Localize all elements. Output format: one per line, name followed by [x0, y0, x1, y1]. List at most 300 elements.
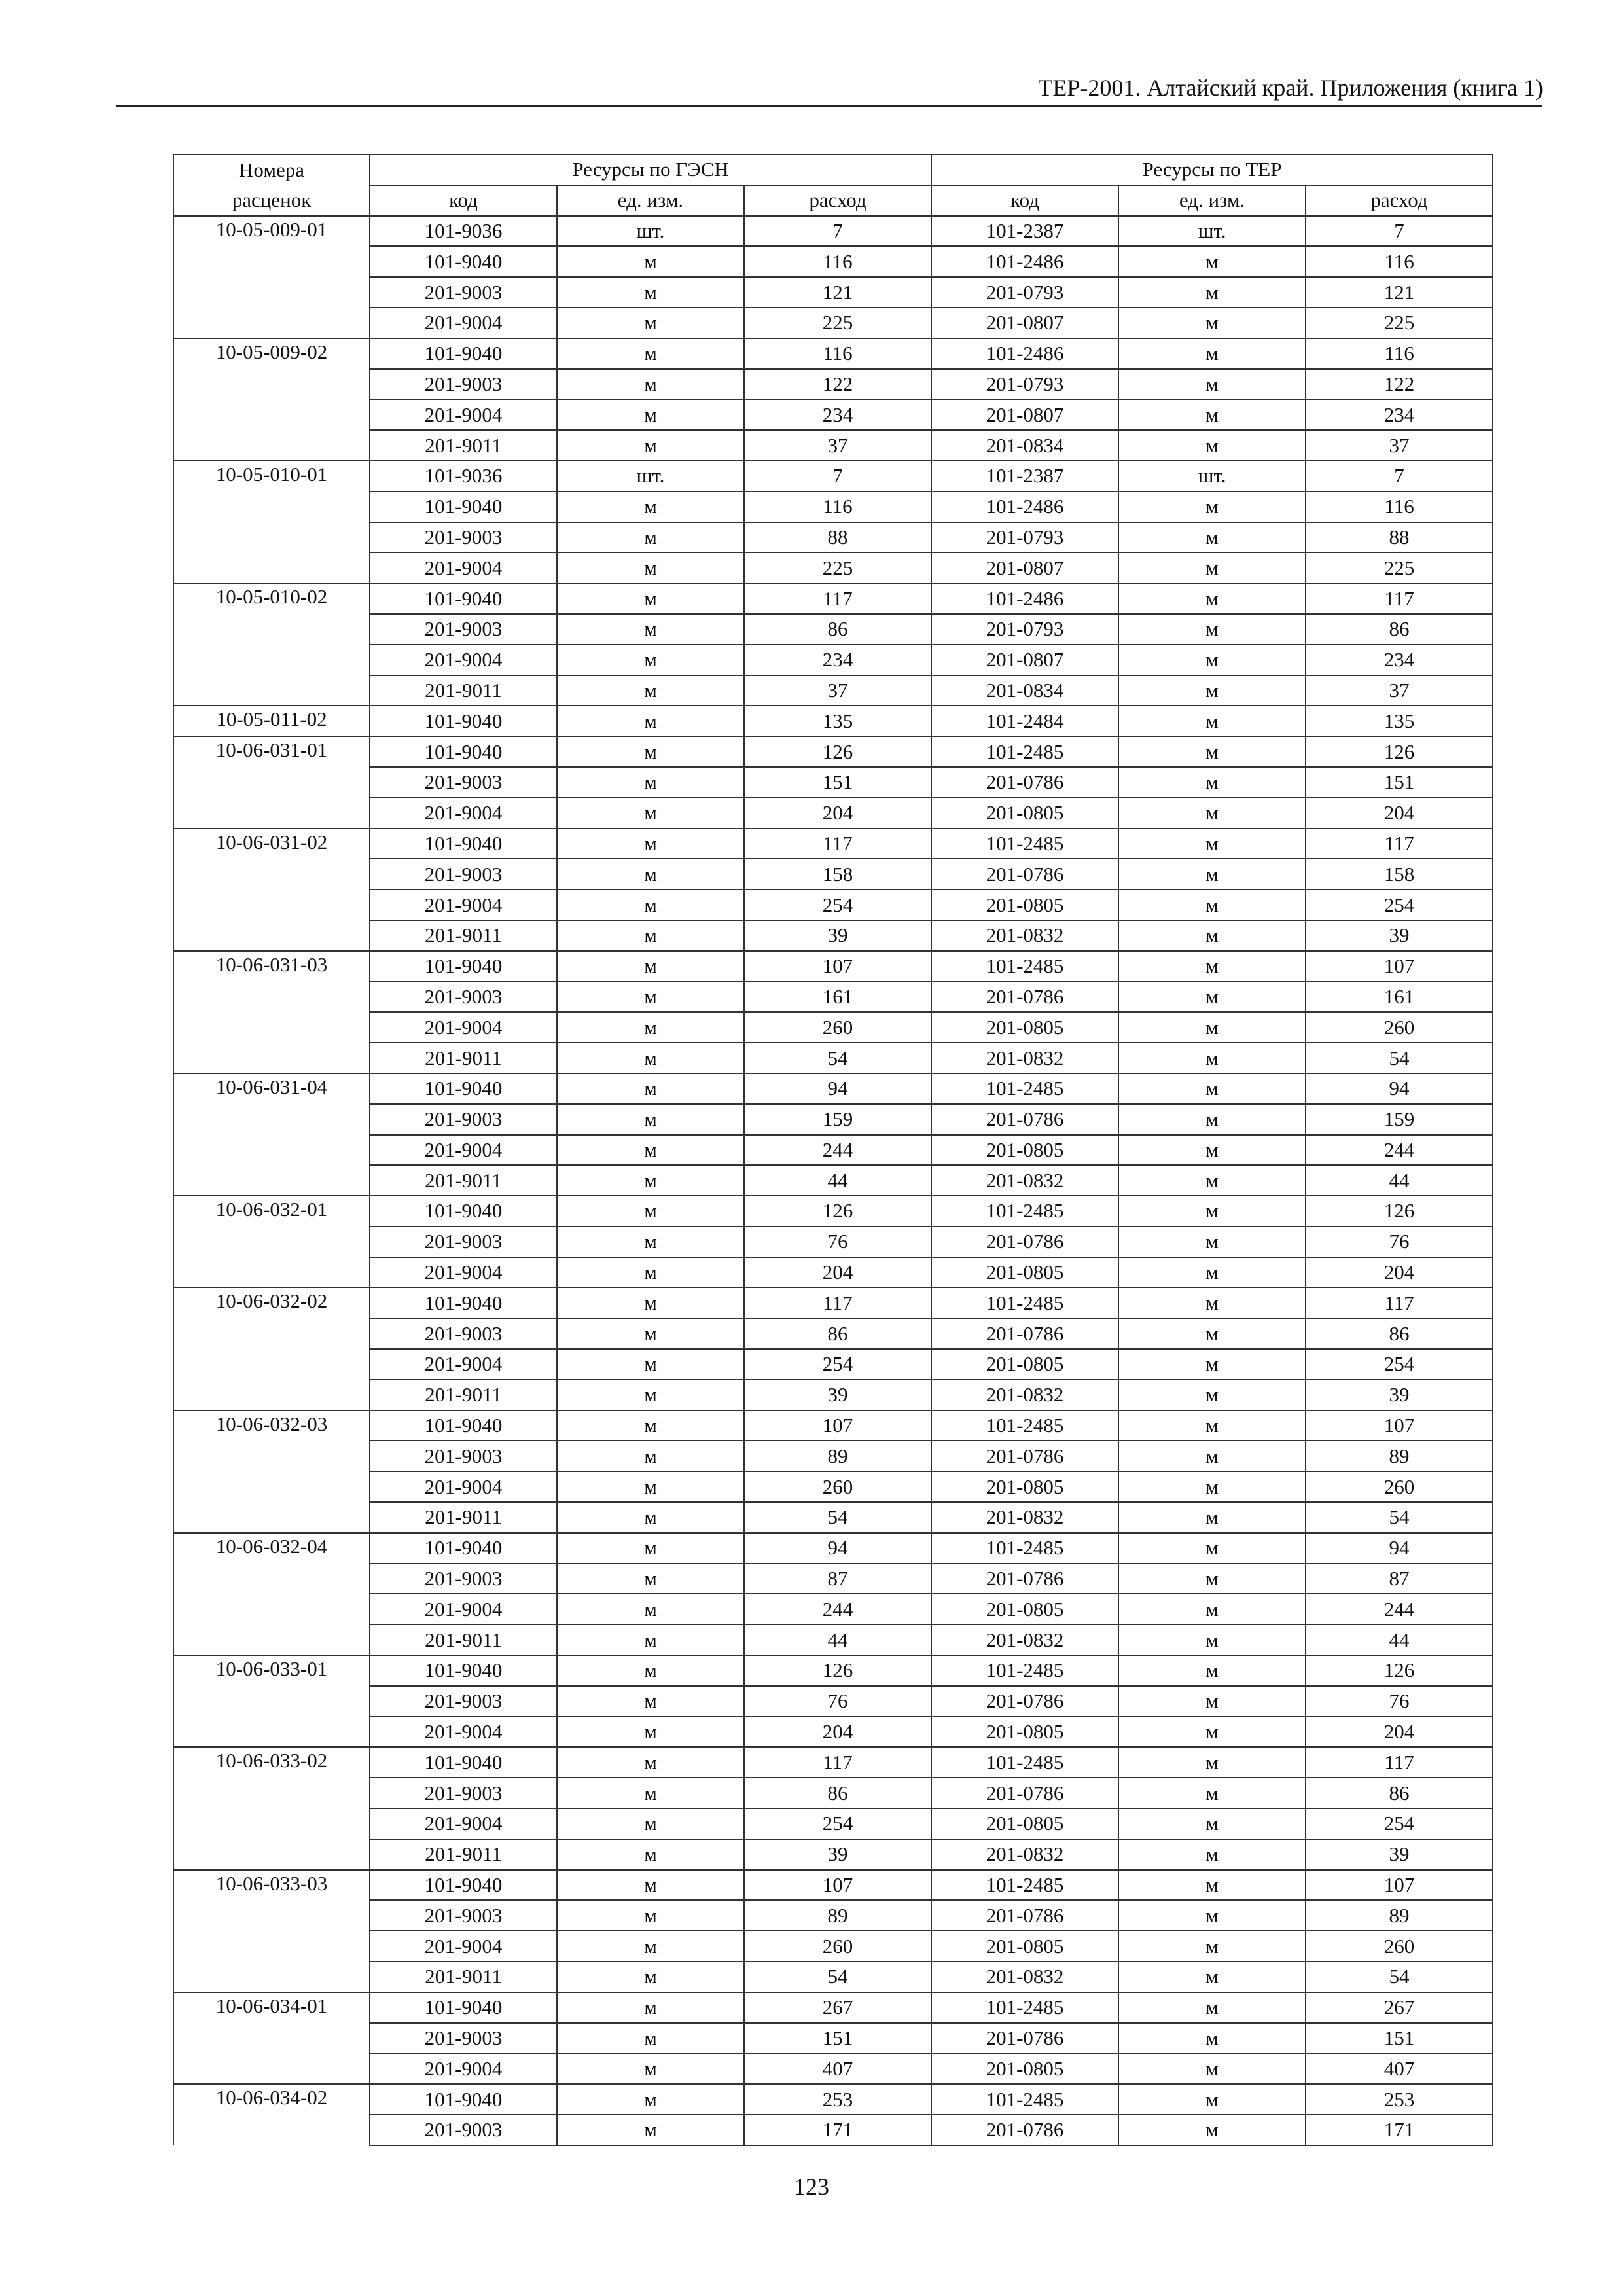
rate-number-cell-empty: [173, 1686, 370, 1717]
rate-number-cell-empty: [173, 1318, 370, 1349]
gesn-code-cell: 101-9040: [370, 2084, 557, 2115]
ter-unit-cell: м: [1118, 1502, 1306, 1533]
rate-number-cell: 10-06-034-01: [173, 1992, 370, 2023]
gesn-consumption-cell: 37: [744, 675, 931, 706]
gesn-code-cell: 201-9003: [370, 859, 557, 889]
ter-code-cell: 101-2387: [931, 461, 1118, 492]
ter-consumption-cell: 159: [1306, 1104, 1493, 1135]
ter-consumption-cell: 89: [1306, 1441, 1493, 1471]
gesn-unit-cell: м: [557, 767, 744, 798]
ter-code-cell: 101-2485: [931, 1747, 1118, 1778]
gesn-code-cell: 201-9004: [370, 798, 557, 829]
ter-consumption-cell: 7: [1306, 461, 1493, 492]
gesn-unit-cell: м: [557, 1594, 744, 1624]
gesn-unit-cell: м: [557, 829, 744, 859]
rate-number-cell-empty: [173, 1349, 370, 1380]
rate-number-cell-empty: [173, 675, 370, 706]
gesn-unit-cell: м: [557, 951, 744, 982]
gesn-unit-cell: м: [557, 399, 744, 430]
table-row: [173, 1073, 1493, 1104]
ter-code-cell: 201-0786: [931, 1564, 1118, 1594]
rate-number-cell-empty: [173, 430, 370, 461]
gesn-unit-cell: м: [557, 430, 744, 461]
ter-unit-cell: м: [1118, 338, 1306, 369]
ter-consumption-cell: 260: [1306, 1471, 1493, 1502]
table-head: [173, 154, 1493, 216]
ter-unit-cell: м: [1118, 1441, 1306, 1471]
ter-unit-cell: м: [1118, 246, 1306, 277]
ter-consumption-cell: 267: [1306, 1992, 1493, 2023]
gesn-unit-cell: м: [557, 583, 744, 614]
ter-consumption-cell: 151: [1306, 2023, 1493, 2054]
table-row: [173, 461, 1493, 492]
rate-number-cell-empty: [173, 246, 370, 277]
gesn-consumption-cell: 260: [744, 1012, 931, 1043]
ter-unit-cell: м: [1118, 645, 1306, 675]
ter-unit-cell: м: [1118, 1104, 1306, 1135]
ter-consumption-cell: 94: [1306, 1533, 1493, 1564]
ter-consumption-cell: 234: [1306, 399, 1493, 430]
gesn-unit-cell: м: [557, 1533, 744, 1564]
ter-unit-cell: м: [1118, 277, 1306, 308]
gesn-code-cell: 101-9040: [370, 736, 557, 767]
rate-number-cell-empty: [173, 1135, 370, 1166]
gesn-unit-cell: м: [557, 1227, 744, 1257]
gesn-unit-cell: м: [557, 1043, 744, 1073]
gesn-unit-cell: м: [557, 1410, 744, 1441]
rate-number-cell-empty: [173, 1931, 370, 1962]
gesn-code-cell: 201-9011: [370, 1624, 557, 1655]
gesn-consumption-cell: 204: [744, 1717, 931, 1748]
ter-consumption-cell: 254: [1306, 1349, 1493, 1380]
gesn-consumption-cell: 7: [744, 216, 931, 247]
gesn-consumption-cell: 244: [744, 1135, 931, 1166]
gesn-unit-cell: м: [557, 1624, 744, 1655]
gesn-code-cell: 101-9040: [370, 951, 557, 982]
rate-number-cell-empty: [173, 767, 370, 798]
table-row: [173, 338, 1493, 369]
gesn-unit-cell: м: [557, 1471, 744, 1502]
gesn-code-cell: 101-9040: [370, 1287, 557, 1318]
gesn-unit-cell: м: [557, 369, 744, 400]
ter-code-cell: 201-0786: [931, 1104, 1118, 1135]
gesn-code-cell: 201-9004: [370, 552, 557, 583]
gesn-consumption-cell: 107: [744, 1410, 931, 1441]
ter-unit-cell: м: [1118, 675, 1306, 706]
rate-number-cell: 10-06-032-01: [173, 1196, 370, 1227]
table-row: [173, 675, 1493, 706]
table-row: [173, 1502, 1493, 1533]
gesn-unit-cell: м: [557, 308, 744, 338]
gesn-consumption-cell: 122: [744, 369, 931, 400]
ter-code-cell: 101-2485: [931, 951, 1118, 982]
ter-unit-cell: м: [1118, 736, 1306, 767]
ter-consumption-cell: 126: [1306, 736, 1493, 767]
gesn-consumption-cell: 260: [744, 1931, 931, 1962]
gesn-unit-cell: м: [557, 1931, 744, 1962]
table-row: [173, 1533, 1493, 1564]
gesn-unit-cell: м: [557, 736, 744, 767]
gesn-unit-cell: м: [557, 552, 744, 583]
gesn-consumption-cell: 44: [744, 1624, 931, 1655]
ter-unit-cell: м: [1118, 1349, 1306, 1380]
gesn-unit-cell: м: [557, 1104, 744, 1135]
gesn-unit-cell: м: [557, 1165, 744, 1196]
rate-number-cell-empty: [173, 1594, 370, 1624]
ter-code-cell: 101-2485: [931, 2084, 1118, 2115]
gesn-consumption-header: расход: [744, 185, 931, 216]
table-row: [173, 1931, 1493, 1962]
gesn-code-cell: 101-9040: [370, 706, 557, 736]
table-row: [173, 859, 1493, 889]
ter-unit-cell: м: [1118, 1043, 1306, 1073]
ter-consumption-cell: 254: [1306, 1808, 1493, 1839]
gesn-unit-cell: м: [557, 1012, 744, 1043]
table-row: [173, 1012, 1493, 1043]
gesn-code-cell: 201-9003: [370, 982, 557, 1013]
ter-consumption-cell: 234: [1306, 645, 1493, 675]
gesn-code-cell: 101-9040: [370, 246, 557, 277]
gesn-code-cell: 201-9004: [370, 1931, 557, 1962]
gesn-consumption-cell: 126: [744, 736, 931, 767]
ter-code-cell: 201-0807: [931, 645, 1118, 675]
gesn-code-cell: 201-9003: [370, 1441, 557, 1471]
ter-consumption-cell: 39: [1306, 1380, 1493, 1410]
table-row: [173, 1778, 1493, 1808]
ter-code-cell: 101-2485: [931, 1870, 1118, 1901]
gesn-code-cell: 201-9004: [370, 645, 557, 675]
gesn-consumption-cell: 116: [744, 338, 931, 369]
rate-number-cell: 10-06-031-01: [173, 736, 370, 767]
ter-consumption-cell: 86: [1306, 614, 1493, 645]
gesn-code-cell: 201-9004: [370, 1012, 557, 1043]
gesn-code-cell: 201-9003: [370, 614, 557, 645]
rate-number-cell: 10-05-009-01: [173, 216, 370, 247]
gesn-code-cell: 201-9004: [370, 889, 557, 920]
gesn-unit-cell: м: [557, 1870, 744, 1901]
gesn-code-cell: 201-9003: [370, 1227, 557, 1257]
gesn-code-cell: 201-9011: [370, 1380, 557, 1410]
table-row: [173, 583, 1493, 614]
ter-consumption-cell: 94: [1306, 1073, 1493, 1104]
ter-code-cell: 201-0834: [931, 430, 1118, 461]
ter-code-cell: 101-2485: [931, 1410, 1118, 1441]
ter-consumption-cell: 117: [1306, 1287, 1493, 1318]
gesn-code-cell: 201-9004: [370, 1594, 557, 1624]
rate-number-cell: 10-05-010-01: [173, 461, 370, 492]
ter-code-cell: 201-0832: [931, 920, 1118, 951]
ter-code-cell: 101-2486: [931, 338, 1118, 369]
resource-table-container: [173, 154, 1492, 2146]
table-row: [173, 1992, 1493, 2023]
ter-unit-cell: м: [1118, 1410, 1306, 1441]
gesn-consumption-cell: 107: [744, 951, 931, 982]
gesn-unit-cell: м: [557, 1900, 744, 1931]
ter-unit-cell: м: [1118, 1287, 1306, 1318]
ter-unit-cell: м: [1118, 1196, 1306, 1227]
gesn-code-cell: 101-9040: [370, 492, 557, 522]
ter-code-cell: 201-0805: [931, 1471, 1118, 1502]
gesn-consumption-cell: 407: [744, 2053, 931, 2084]
ter-unit-cell: м: [1118, 492, 1306, 522]
gesn-code-cell: 201-9003: [370, 1900, 557, 1931]
rate-number-cell: 10-06-033-03: [173, 1870, 370, 1901]
ter-unit-cell: м: [1118, 1686, 1306, 1717]
table-row: [173, 920, 1493, 951]
ter-unit-cell: м: [1118, 1533, 1306, 1564]
gesn-consumption-cell: 54: [744, 1962, 931, 1992]
resource-table: [173, 154, 1493, 2146]
ter-consumption-cell: 54: [1306, 1043, 1493, 1073]
gesn-consumption-cell: 117: [744, 1287, 931, 1318]
ter-consumption-cell: 76: [1306, 1227, 1493, 1257]
gesn-consumption-cell: 76: [744, 1686, 931, 1717]
gesn-consumption-cell: 116: [744, 246, 931, 277]
table-row: [173, 1410, 1493, 1441]
table-row: [173, 1165, 1493, 1196]
rate-number-cell: 10-05-010-02: [173, 583, 370, 614]
gesn-consumption-cell: 89: [744, 1900, 931, 1931]
table-row: [173, 1655, 1493, 1686]
gesn-code-cell: 201-9011: [370, 1962, 557, 1992]
rate-number-cell-empty: [173, 1962, 370, 1992]
ter-consumption-cell: 39: [1306, 1839, 1493, 1870]
ter-unit-cell: м: [1118, 982, 1306, 1013]
ter-code-cell: 201-0832: [931, 1165, 1118, 1196]
ter-consumption-header: расход: [1306, 185, 1493, 216]
gesn-consumption-cell: 151: [744, 2023, 931, 2054]
rate-number-cell-empty: [173, 1900, 370, 1931]
gesn-code-cell: 201-9011: [370, 1502, 557, 1533]
gesn-code-cell: 201-9004: [370, 1471, 557, 1502]
rate-number-cell-empty: [173, 1471, 370, 1502]
table-row: [173, 1441, 1493, 1471]
table-row: [173, 1318, 1493, 1349]
gesn-consumption-cell: 254: [744, 889, 931, 920]
ter-unit-cell: м: [1118, 369, 1306, 400]
rate-number-cell: 10-06-031-03: [173, 951, 370, 982]
ter-unit-cell: м: [1118, 767, 1306, 798]
gesn-consumption-cell: 86: [744, 1778, 931, 1808]
ter-consumption-cell: 204: [1306, 1257, 1493, 1288]
ter-code-cell: 201-0786: [931, 767, 1118, 798]
rate-number-cell-empty: [173, 1839, 370, 1870]
gesn-unit-cell: м: [557, 675, 744, 706]
ter-unit-cell: м: [1118, 1165, 1306, 1196]
rate-number-cell: 10-06-033-02: [173, 1747, 370, 1778]
table-row: [173, 1624, 1493, 1655]
ter-code-cell: 201-0832: [931, 1962, 1118, 1992]
gesn-consumption-cell: 94: [744, 1073, 931, 1104]
table-row: [173, 246, 1493, 277]
table-row: [173, 1257, 1493, 1288]
ter-unit-cell: м: [1118, 522, 1306, 553]
table-row: [173, 1135, 1493, 1166]
rate-number-cell-empty: [173, 492, 370, 522]
ter-unit-cell: м: [1118, 920, 1306, 951]
rate-number-cell-empty: [173, 1441, 370, 1471]
rate-number-cell: 10-05-009-02: [173, 338, 370, 369]
ter-code-cell: 201-0793: [931, 614, 1118, 645]
ter-unit-cell: м: [1118, 1962, 1306, 1992]
gesn-unit-cell: м: [557, 2053, 744, 2084]
gesn-code-cell: 201-9004: [370, 1257, 557, 1288]
gesn-resources-header: Ресурсы по ГЭСН: [370, 154, 931, 185]
gesn-code-cell: 201-9011: [370, 1043, 557, 1073]
rate-number-cell-empty: [173, 982, 370, 1013]
ter-unit-cell: м: [1118, 1870, 1306, 1901]
table-row: [173, 2084, 1493, 2115]
ter-consumption-cell: 44: [1306, 1165, 1493, 1196]
ter-code-cell: 201-0805: [931, 2053, 1118, 2084]
ter-code-cell: 201-0805: [931, 889, 1118, 920]
ter-consumption-cell: 151: [1306, 767, 1493, 798]
gesn-consumption-cell: 225: [744, 552, 931, 583]
gesn-unit-cell: м: [557, 1717, 744, 1748]
ter-code-cell: 101-2485: [931, 1073, 1118, 1104]
table-row: [173, 982, 1493, 1013]
table-row: [173, 1839, 1493, 1870]
ter-consumption-cell: 116: [1306, 492, 1493, 522]
gesn-code-cell: 101-9040: [370, 1870, 557, 1901]
ter-unit-cell: м: [1118, 1778, 1306, 1808]
ter-consumption-cell: 76: [1306, 1686, 1493, 1717]
ter-code-cell: 201-0786: [931, 1227, 1118, 1257]
gesn-unit-cell: шт.: [557, 461, 744, 492]
table-row: [173, 1227, 1493, 1257]
ter-code-cell: 201-0807: [931, 552, 1118, 583]
gesn-consumption-cell: 234: [744, 645, 931, 675]
ter-code-cell: 201-0805: [931, 1594, 1118, 1624]
gesn-unit-cell: м: [557, 1135, 744, 1166]
gesn-unit-cell: м: [557, 798, 744, 829]
gesn-unit-cell: м: [557, 1655, 744, 1686]
gesn-code-cell: 101-9040: [370, 1410, 557, 1441]
table-row: [173, 308, 1493, 338]
ter-code-cell: 101-2486: [931, 246, 1118, 277]
gesn-unit-cell: м: [557, 1196, 744, 1227]
gesn-unit-cell: м: [557, 1073, 744, 1104]
ter-unit-cell: м: [1118, 1012, 1306, 1043]
gesn-unit-cell: м: [557, 1441, 744, 1471]
ter-consumption-cell: 253: [1306, 2084, 1493, 2115]
ter-consumption-cell: 89: [1306, 1900, 1493, 1931]
gesn-consumption-cell: 135: [744, 706, 931, 736]
ter-consumption-cell: 107: [1306, 951, 1493, 982]
table-row: [173, 1287, 1493, 1318]
ter-code-cell: 201-0832: [931, 1380, 1118, 1410]
ter-code-cell: 201-0832: [931, 1839, 1118, 1870]
rate-number-cell-empty: [173, 1778, 370, 1808]
gesn-consumption-cell: 89: [744, 1441, 931, 1471]
rate-number-cell-empty: [173, 1624, 370, 1655]
gesn-unit-cell: м: [557, 1564, 744, 1594]
ter-code-cell: 201-0793: [931, 277, 1118, 308]
gesn-consumption-cell: 107: [744, 1870, 931, 1901]
rates-header-line1: Номера: [173, 154, 370, 185]
head-row-1: [173, 154, 1493, 185]
gesn-code-cell: 201-9003: [370, 1686, 557, 1717]
gesn-consumption-cell: 7: [744, 461, 931, 492]
gesn-consumption-cell: 116: [744, 492, 931, 522]
gesn-consumption-cell: 87: [744, 1564, 931, 1594]
gesn-consumption-cell: 234: [744, 399, 931, 430]
gesn-unit-cell: м: [557, 2084, 744, 2115]
gesn-code-cell: 201-9004: [370, 1135, 557, 1166]
rate-number-cell-empty: [173, 2023, 370, 2054]
gesn-unit-cell: м: [557, 1808, 744, 1839]
table-row: [173, 614, 1493, 645]
gesn-unit-cell: м: [557, 1778, 744, 1808]
gesn-code-cell: 201-9003: [370, 1318, 557, 1349]
gesn-code-cell: 201-9004: [370, 1717, 557, 1748]
gesn-unit-cell: м: [557, 246, 744, 277]
ter-unit-cell: м: [1118, 1073, 1306, 1104]
ter-code-cell: 201-0786: [931, 2115, 1118, 2145]
gesn-consumption-cell: 158: [744, 859, 931, 889]
rate-number-cell-empty: [173, 1104, 370, 1135]
table-row: [173, 798, 1493, 829]
gesn-code-cell: 101-9040: [370, 829, 557, 859]
gesn-unit-cell: м: [557, 2115, 744, 2145]
ter-consumption-cell: 407: [1306, 2053, 1493, 2084]
ter-code-cell: 201-0832: [931, 1502, 1118, 1533]
gesn-consumption-cell: 225: [744, 308, 931, 338]
ter-code-cell: 201-0786: [931, 1441, 1118, 1471]
rate-number-cell-empty: [173, 614, 370, 645]
gesn-code-cell: 101-9040: [370, 1655, 557, 1686]
ter-unit-cell: шт.: [1118, 461, 1306, 492]
table-row: [173, 1686, 1493, 1717]
gesn-unit-cell: шт.: [557, 216, 744, 247]
ter-unit-cell: м: [1118, 1717, 1306, 1748]
rate-number-cell-empty: [173, 1564, 370, 1594]
gesn-unit-cell: м: [557, 1992, 744, 2023]
table-row: [173, 399, 1493, 430]
ter-unit-cell: м: [1118, 859, 1306, 889]
ter-unit-cell: м: [1118, 1227, 1306, 1257]
table-row: [173, 216, 1493, 247]
ter-code-cell: 101-2485: [931, 1655, 1118, 1686]
gesn-code-cell: 201-9003: [370, 1104, 557, 1135]
ter-consumption-cell: 225: [1306, 308, 1493, 338]
table-row: [173, 277, 1493, 308]
ter-unit-cell: м: [1118, 1380, 1306, 1410]
ter-code-cell: 101-2486: [931, 492, 1118, 522]
table-row: [173, 1900, 1493, 1931]
gesn-code-cell: 201-9003: [370, 369, 557, 400]
table-row: [173, 2023, 1493, 2054]
ter-unit-cell: м: [1118, 1931, 1306, 1962]
rate-number-cell-empty: [173, 1012, 370, 1043]
ter-consumption-cell: 116: [1306, 338, 1493, 369]
gesn-consumption-cell: 39: [744, 1380, 931, 1410]
gesn-code-cell: 201-9011: [370, 675, 557, 706]
table-row: [173, 1594, 1493, 1624]
rate-number-cell: 10-06-033-01: [173, 1655, 370, 1686]
ter-code-cell: 201-0786: [931, 1686, 1118, 1717]
table-row: [173, 1808, 1493, 1839]
ter-consumption-cell: 117: [1306, 829, 1493, 859]
gesn-code-header: код: [370, 185, 557, 216]
ter-consumption-cell: 117: [1306, 1747, 1493, 1778]
ter-consumption-cell: 135: [1306, 706, 1493, 736]
rate-number-cell-empty: [173, 1717, 370, 1748]
gesn-consumption-cell: 94: [744, 1533, 931, 1564]
table-row: [173, 2115, 1493, 2145]
gesn-consumption-cell: 267: [744, 1992, 931, 2023]
gesn-code-cell: 201-9003: [370, 767, 557, 798]
